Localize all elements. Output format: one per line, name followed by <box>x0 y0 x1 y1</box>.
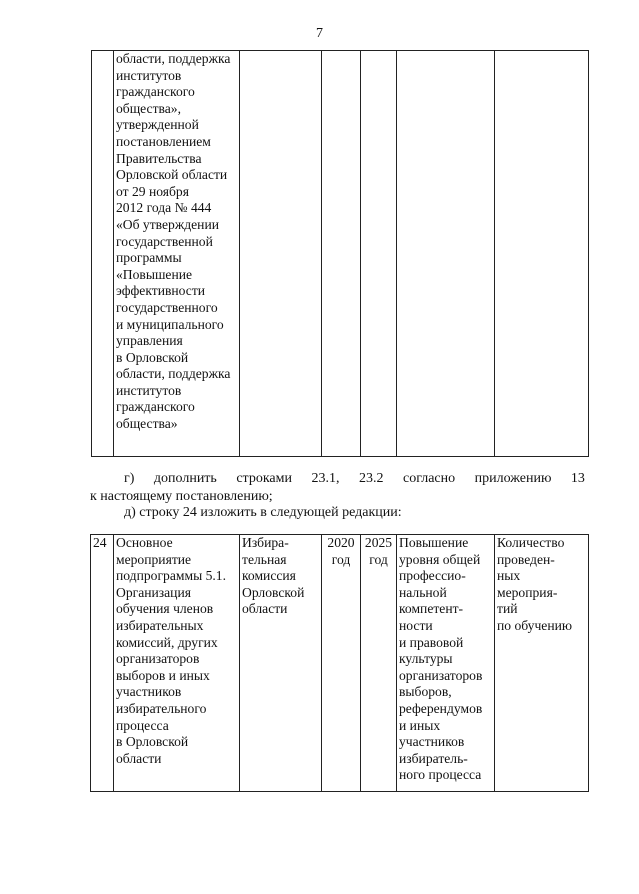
table-continuation <box>91 50 589 457</box>
cell-number <box>92 51 114 457</box>
cell-text-line: Повышение <box>399 535 469 550</box>
cell-text-line: в Орловской <box>116 734 189 750</box>
cell-text-line: институтов <box>116 67 182 83</box>
page-number: 7 <box>316 26 323 41</box>
cell-text-line: 2012 года № 444 <box>116 200 212 216</box>
word: 23.2 <box>358 471 384 486</box>
cell-text-line: программы <box>116 250 182 266</box>
cell-text-line: уровня общей <box>399 551 481 567</box>
cell-text-line: Правительства <box>116 150 202 166</box>
cell-text-line: «Об утверждении <box>116 216 220 232</box>
cell-start-year <box>322 535 361 792</box>
cell-text-line: области <box>242 601 288 617</box>
cell-text-line: государственного <box>116 299 218 315</box>
table-row-24 <box>90 534 589 792</box>
cell-text-line: и правовой <box>399 634 464 650</box>
cell-text-line: организаторов <box>116 651 200 667</box>
cell-text-line: общества», <box>116 100 181 116</box>
cell-text-line: управления <box>116 333 183 349</box>
cell-end-year <box>361 51 397 457</box>
cell-text-line: области, поддержка <box>116 366 231 382</box>
word: г) <box>124 471 135 486</box>
paragraph-d: д) строку 24 изложить в следующей редакции: <box>124 505 402 520</box>
cell-event-name <box>114 535 240 792</box>
cell-text-line: от 29 ноября <box>116 183 189 199</box>
cell-text-line: Орловской <box>242 584 305 600</box>
cell-text-line: культуры <box>399 651 453 667</box>
cell-start-year <box>322 51 361 457</box>
cell-text-line: гражданского <box>116 84 195 100</box>
cell-text-line: Избира- <box>242 535 289 550</box>
cell-number <box>91 535 114 792</box>
cell-result <box>397 535 495 792</box>
cell-executor <box>240 51 322 457</box>
table-row <box>92 51 589 457</box>
word: 13 <box>570 471 585 486</box>
cell-text-line: Организация <box>116 584 191 600</box>
word: согласно <box>402 471 456 486</box>
cell-text-line: тий <box>497 601 518 617</box>
cell-text-line: ного процесса <box>399 767 482 783</box>
word: дополнить <box>153 471 217 486</box>
cell-text-line: «Повышение <box>116 266 193 282</box>
word: 23.1, <box>311 471 340 486</box>
cell-text-line: выборов, <box>399 684 452 700</box>
cell-text-line: институтов <box>116 382 182 398</box>
cell-text-line: тельная <box>242 551 287 567</box>
cell-executor <box>240 535 322 792</box>
cell-text-line: области <box>116 750 162 766</box>
cell-text-line: год <box>369 551 388 567</box>
cell-text-line: комиссий, других <box>116 634 218 650</box>
cell-text-line: Основное <box>116 535 173 550</box>
cell-text-line: год <box>331 551 351 567</box>
cell-text-line: организаторов <box>399 667 483 683</box>
paragraph-g <box>90 470 585 506</box>
cell-text-line: области, поддержка <box>116 51 231 66</box>
cell-text-line: 2025 <box>364 535 393 550</box>
cell-text-line: подпрограммы 5.1. <box>116 568 226 584</box>
cell-text-line: компетент- <box>399 601 464 617</box>
cell-text-line: Орловской области <box>116 167 228 183</box>
cell-indicator <box>495 51 589 457</box>
cell-text-line: общества» <box>116 416 178 432</box>
cell-text-line: Количество <box>497 535 565 550</box>
cell-text-line: в Орловской <box>116 349 189 365</box>
cell-event-name <box>114 51 240 457</box>
cell-indicator <box>495 535 589 792</box>
row-number: 24 <box>93 535 107 550</box>
cell-text-line: и муниципального <box>116 316 224 332</box>
cell-text-line: мероприя- <box>497 584 558 600</box>
paragraph-g-line1 <box>90 470 585 488</box>
cell-text-line: государственной <box>116 233 213 249</box>
paragraph-g-line2: к настоящему постановлению; <box>90 489 273 504</box>
cell-text-line: ных <box>497 568 521 584</box>
word: приложению <box>474 471 552 486</box>
cell-text-line: ности <box>399 617 433 633</box>
cell-text-line: 2020 <box>327 535 355 550</box>
cell-text-line: процесса <box>116 717 169 733</box>
cell-text-line: по обучению <box>497 617 573 633</box>
cell-text-line: выборов и иных <box>116 667 210 683</box>
cell-text-line: обучения членов <box>116 601 214 617</box>
cell-text-line: избиратель- <box>399 750 468 766</box>
word: строками <box>236 471 292 486</box>
cell-text-line: нальной <box>399 584 447 600</box>
cell-text-line: избирательных <box>116 617 204 633</box>
cell-text-line: избирательного <box>116 700 207 716</box>
cell-text-line: комиссия <box>242 568 296 584</box>
cell-text-line: гражданского <box>116 399 195 415</box>
cell-text-line: референдумов <box>399 700 483 716</box>
cell-result <box>397 51 495 457</box>
cell-text-line: и иных <box>399 717 441 733</box>
cell-text-line: участников <box>399 734 465 750</box>
table-row <box>91 535 589 792</box>
cell-text-line: утвержденной <box>116 117 199 133</box>
cell-text-line: мероприятие <box>116 551 192 567</box>
cell-end-year <box>361 535 397 792</box>
cell-text-line: профессио- <box>399 568 466 584</box>
cell-text-line: эффективности <box>116 283 206 299</box>
cell-text-line: участников <box>116 684 182 700</box>
cell-text-line: постановлением <box>116 133 211 149</box>
cell-text-line: проведен- <box>497 551 555 567</box>
